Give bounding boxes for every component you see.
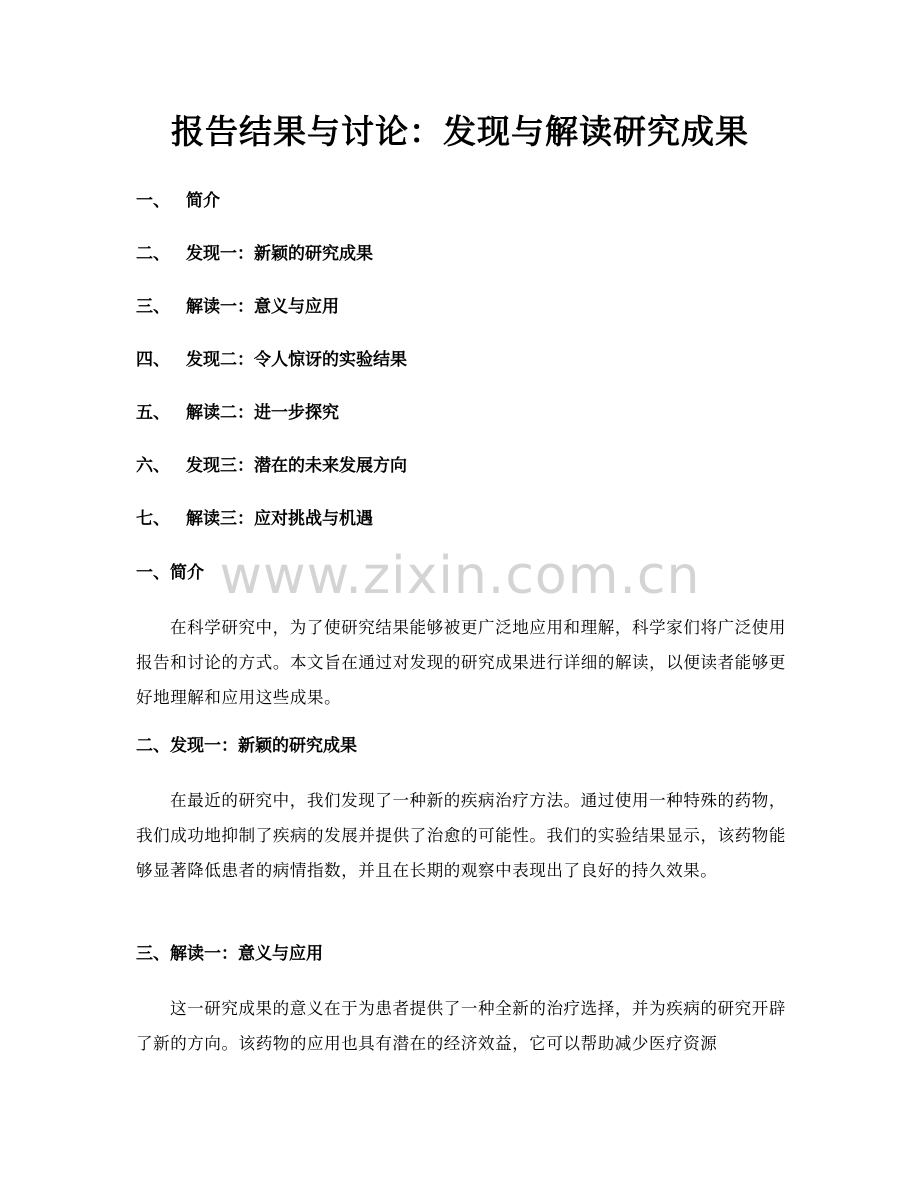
toc-item-label: 发现二：令人惊讶的实验结果 (186, 350, 407, 370)
toc-item (136, 398, 786, 451)
section-interpretation-one (136, 939, 786, 1061)
toc-item (136, 345, 786, 398)
section-body: 这一研究成果的意义在于为患者提供了一种全新的治疗选择，并为疾病的研究开辟了新的方向。该药物的应用也具有潜在的经济效益，它可以帮助减少医疗资源 (136, 999, 786, 1053)
toc-item (136, 186, 786, 239)
section-intro (136, 558, 786, 715)
toc-item-number: 七、 (136, 509, 170, 529)
section-heading: 二、发现一：新颖的研究成果 (136, 736, 357, 756)
toc-item-label: 解读三：应对挑战与机遇 (186, 509, 373, 529)
section-heading: 三、解读一：意义与应用 (136, 944, 323, 964)
section-finding-one (136, 731, 786, 888)
toc-item-number: 四、 (136, 350, 170, 370)
toc-item-number: 一、 (136, 191, 170, 211)
section-body: 在最近的研究中，我们发现了一种新的疾病治疗方法。通过使用一种特殊的药物，我们成功地抑制了疾病的发展并提供了治愈的可能性。我们的实验结果显示，该药物能够显著降低患者的病情指数，并且在长期的观察中表现出了良好的持久效果。 (136, 791, 786, 880)
toc-item-label: 解读二：进一步探究 (186, 403, 339, 423)
section-body: 在科学研究中，为了使研究结果能够被更广泛地应用和理解，科学家们将广泛使用报告和讨论的方式。本文旨在通过对发现的研究成果进行详细的解读，以便读者能够更好地理解和应用这些成果。 (136, 618, 786, 707)
toc-item (136, 239, 786, 292)
toc-item-label: 解读一：意义与应用 (186, 297, 339, 317)
toc-item-label: 发现三：潜在的未来发展方向 (186, 456, 407, 476)
toc-item-number: 五、 (136, 403, 170, 423)
toc-item (136, 504, 786, 557)
table-of-contents (136, 186, 786, 557)
section-heading: 一、简介 (136, 563, 204, 583)
watermark: www.zixin.com.cn (219, 546, 701, 606)
toc-item-label: 发现一：新颖的研究成果 (186, 244, 373, 264)
page-title: 报告结果与讨论：发现与解读研究成果 (171, 112, 749, 151)
toc-item-label: 简介 (186, 191, 220, 211)
toc-item-number: 二、 (136, 244, 170, 264)
toc-item-number: 六、 (136, 456, 170, 476)
toc-item (136, 451, 786, 504)
toc-item (136, 292, 786, 345)
toc-item-number: 三、 (136, 297, 170, 317)
